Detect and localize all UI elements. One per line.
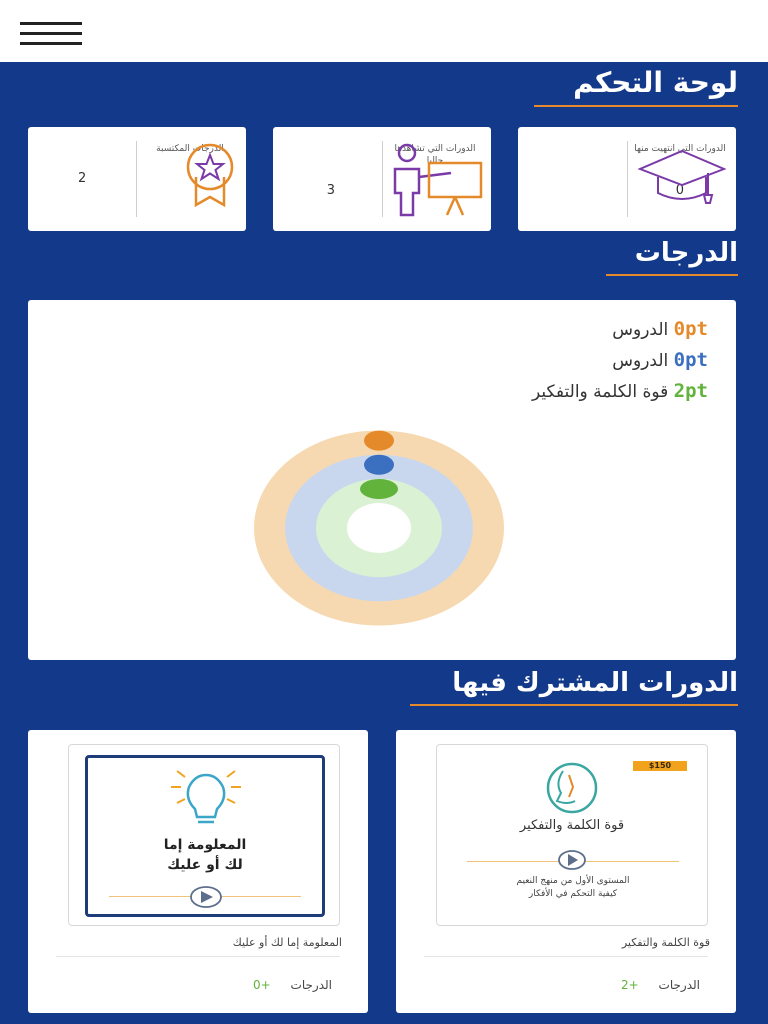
legend-points: 0pt (673, 318, 708, 340)
title-underline (534, 105, 738, 107)
course-name[interactable]: قوة الكلمة والتفكير (621, 936, 710, 949)
divider (424, 956, 708, 957)
legend-label: الدروس (612, 320, 669, 340)
thumb-title: لك أو عليك (167, 857, 243, 873)
top-bar (0, 0, 768, 62)
ring-progress-2 (360, 479, 398, 499)
grades-panel (28, 300, 736, 660)
thumb-subtitle: كيفية التحكم في الأفكار (528, 889, 618, 899)
stat-label: الدرجات المكتسبة (156, 144, 224, 154)
course-thumbnail[interactable] (436, 744, 708, 926)
lightbulb-icon (167, 767, 245, 829)
divider (56, 956, 340, 957)
course-card[interactable] (28, 730, 368, 1013)
stat-label: الدورات التي انتهيت منها (634, 144, 726, 154)
price-badge: $150 (633, 761, 687, 771)
divider (382, 141, 383, 217)
stat-card-finished (518, 127, 736, 231)
stat-value: 0 (675, 183, 684, 198)
legend-label: قوة الكلمة والتفكير (532, 382, 669, 402)
legend-row (612, 318, 708, 340)
stat-card-watching (273, 127, 491, 231)
thumb-title: المعلومة إما (163, 837, 247, 853)
stat-label: الدورات التي تشاهدها حاليا (394, 144, 476, 166)
radial-progress-chart (236, 428, 526, 628)
course-card[interactable] (396, 730, 736, 1013)
graduation-cap-icon (638, 147, 726, 209)
dashboard-title-text: لوحة التحكم (573, 66, 738, 99)
thumb-subtitle: المستوى الأول من منهج النعيم (516, 876, 630, 886)
stat-value: 2 (78, 171, 87, 186)
stat-card-grades (28, 127, 246, 231)
play-icon[interactable] (189, 885, 223, 909)
enrolled-title (410, 668, 738, 706)
grade-label: الدرجات (290, 978, 332, 992)
ring-center (347, 503, 411, 553)
grades-title-text: الدرجات (634, 238, 738, 268)
grade-value: +0 (253, 978, 271, 992)
legend-points: 2pt (673, 380, 708, 402)
course-grade (621, 978, 700, 992)
enrolled-title-text: الدورات المشترك فيها (452, 668, 738, 698)
hamburger-menu-icon[interactable] (20, 22, 82, 46)
presentation-icon (389, 143, 485, 217)
ring-progress-0 (364, 431, 394, 451)
grades-title (606, 238, 738, 276)
course-grade (253, 978, 332, 992)
divider (627, 141, 628, 217)
legend-row (612, 349, 708, 371)
title-underline (606, 274, 738, 276)
grade-label: الدرجات (658, 978, 700, 992)
ring-progress-1 (364, 455, 394, 475)
divider (136, 141, 137, 217)
legend-points: 0pt (673, 349, 708, 371)
award-star-icon (180, 143, 240, 207)
legend-label: الدروس (612, 351, 669, 371)
grade-value: +2 (621, 978, 639, 992)
dashboard-title (534, 66, 738, 107)
legend-row (532, 380, 708, 402)
title-underline (410, 704, 738, 706)
course-name[interactable]: المعلومة إما لك أو عليك (232, 936, 342, 949)
stat-value: 3 (326, 183, 335, 198)
head-profile-icon (533, 761, 611, 815)
thumb-title: قوة الكلمة والتفكير (519, 818, 625, 833)
course-thumbnail[interactable] (68, 744, 340, 926)
play-icon[interactable] (557, 849, 587, 871)
